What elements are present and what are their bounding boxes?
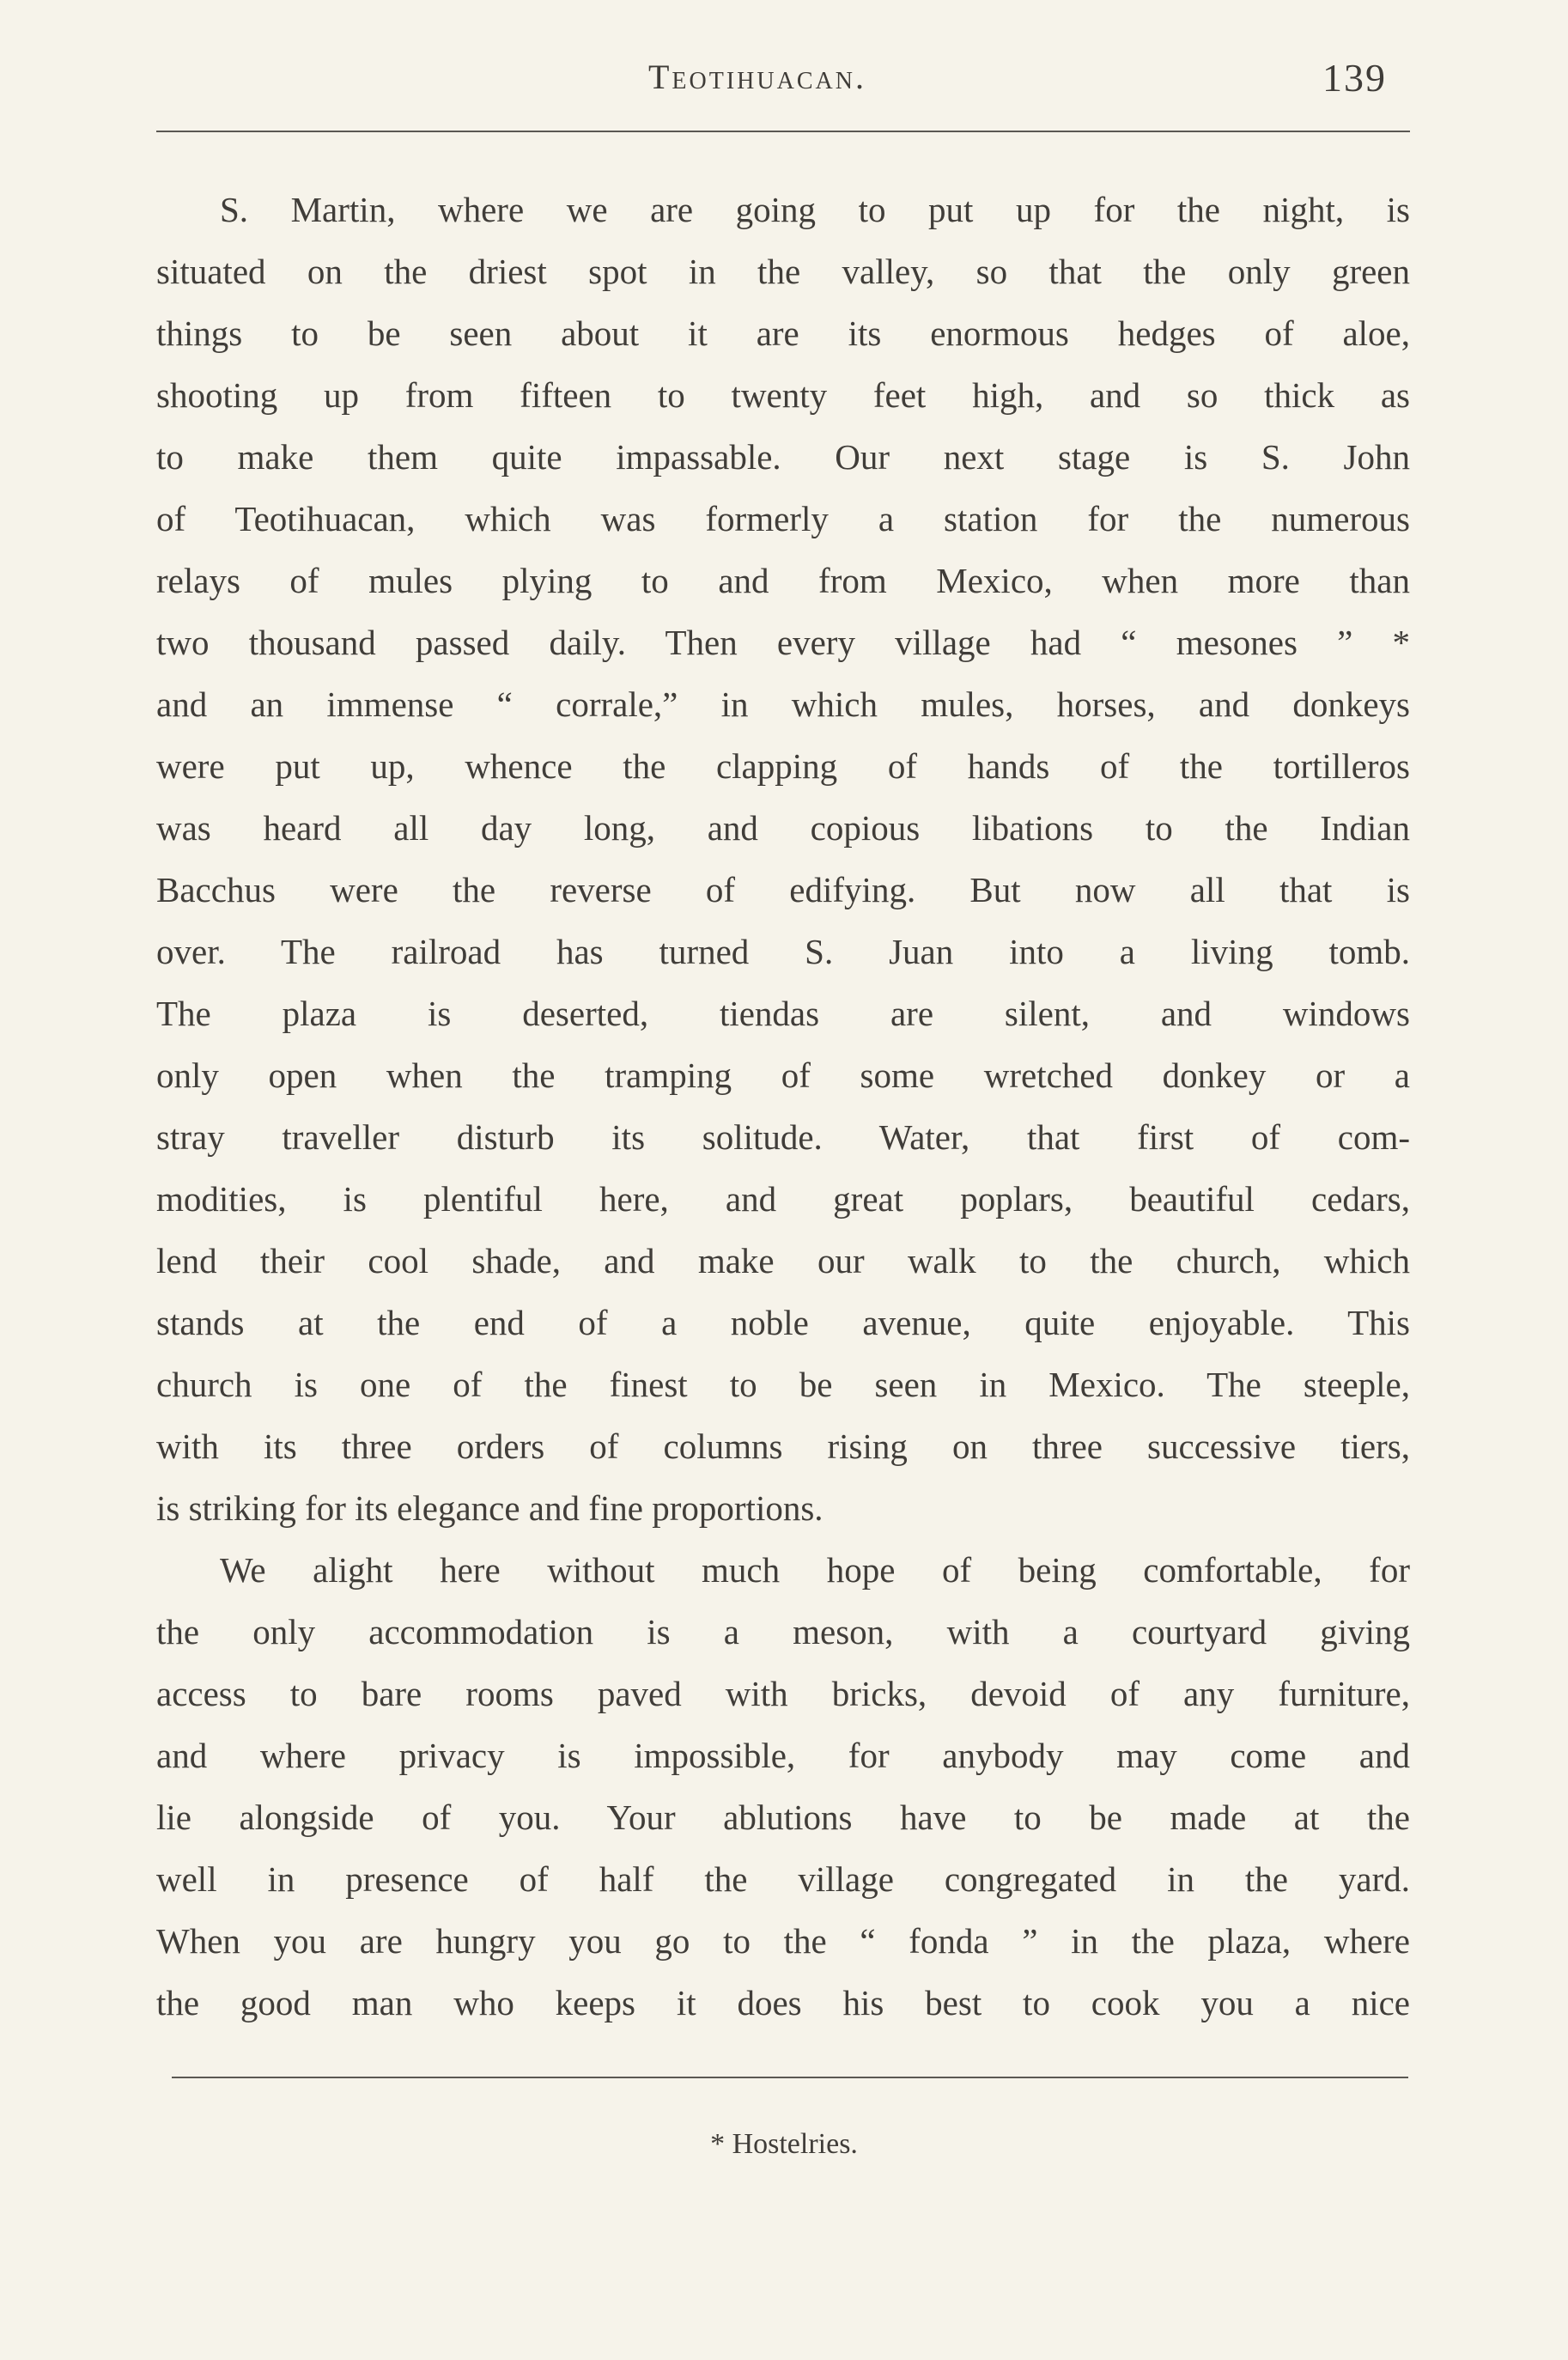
text-line: well in presence of half the village congregated in the yard. xyxy=(156,1859,1410,1899)
text-line: stray traveller disturb its solitude. Water, that first of com- xyxy=(156,1117,1410,1157)
text-line: two thousand passed daily. Then every village had “ mesones ” * xyxy=(156,623,1410,662)
text-line: situated on the driest spot in the valley, so that the only green xyxy=(156,252,1410,291)
text-line: stands at the end of a noble avenue, quite enjoyable. This xyxy=(156,1303,1410,1342)
text-line: is striking for its elegance and fine proportions. xyxy=(156,1488,824,1528)
text-line: over. The railroad has turned S. Juan into a living tomb. xyxy=(156,932,1410,971)
text-line: with its three orders of columns rising on three successive tiers, xyxy=(156,1426,1410,1466)
body-text xyxy=(156,179,1410,2034)
text-line: relays of mules plying to and from Mexico, when more than xyxy=(156,561,1410,600)
footnote: * Hostelries. xyxy=(710,2128,858,2160)
text-line: only open when the tramping of some wretched donkey or a xyxy=(156,1055,1410,1095)
text-line: lend their cool shade, and make our walk to the church, which xyxy=(156,1241,1410,1280)
text-line: the only accommodation is a meson, with a courtyard giving xyxy=(156,1612,1410,1651)
text-line: things to be seen about it are its enormous hedges of aloe, xyxy=(156,313,1410,353)
text-line: modities, is plentiful here, and great poplars, beautiful cedars, xyxy=(156,1179,1410,1219)
text-line: S. Martin, where we are going to put up for the night, is xyxy=(220,190,1410,229)
footnote-rule xyxy=(172,2077,1408,2078)
text-line: access to bare rooms paved with bricks, devoid of any furniture, xyxy=(156,1674,1410,1713)
text-line: We alight here without much hope of being comfortable, for xyxy=(220,1550,1410,1590)
text-line: and where privacy is impossible, for anybody may come and xyxy=(156,1736,1410,1775)
page-number: 139 xyxy=(1322,56,1387,100)
header-rule xyxy=(156,131,1410,132)
text-line: and an immense “ corrale,” in which mules, horses, and donkeys xyxy=(156,684,1410,724)
text-line: of Teotihuacan, which was formerly a station for the numerous xyxy=(156,499,1410,538)
text-line: Bacchus were the reverse of edifying. But now all that is xyxy=(156,870,1410,909)
text-line: was heard all day long, and copious libations to the Indian xyxy=(156,808,1410,848)
text-line: The plaza is deserted, tiendas are silent, and windows xyxy=(156,994,1410,1033)
text-line: to make them quite impassable. Our next stage is S. John xyxy=(156,437,1410,477)
text-line: lie alongside of you. Your ablutions have to be made at the xyxy=(156,1797,1410,1837)
text-line: When you are hungry you go to the “ fonda ” in the plaza, where xyxy=(156,1921,1410,1961)
text-line: shooting up from fifteen to twenty feet high, and so thick as xyxy=(156,375,1410,415)
text-line: were put up, whence the clapping of hands of the tortilleros xyxy=(156,746,1410,786)
text-line: the good man who keeps it does his best to cook you a nice xyxy=(156,1983,1410,2022)
running-head-title: Teotihuacan. xyxy=(648,58,866,96)
text-line: church is one of the finest to be seen in Mexico. The steeple, xyxy=(156,1365,1410,1404)
running-head xyxy=(0,50,1568,119)
